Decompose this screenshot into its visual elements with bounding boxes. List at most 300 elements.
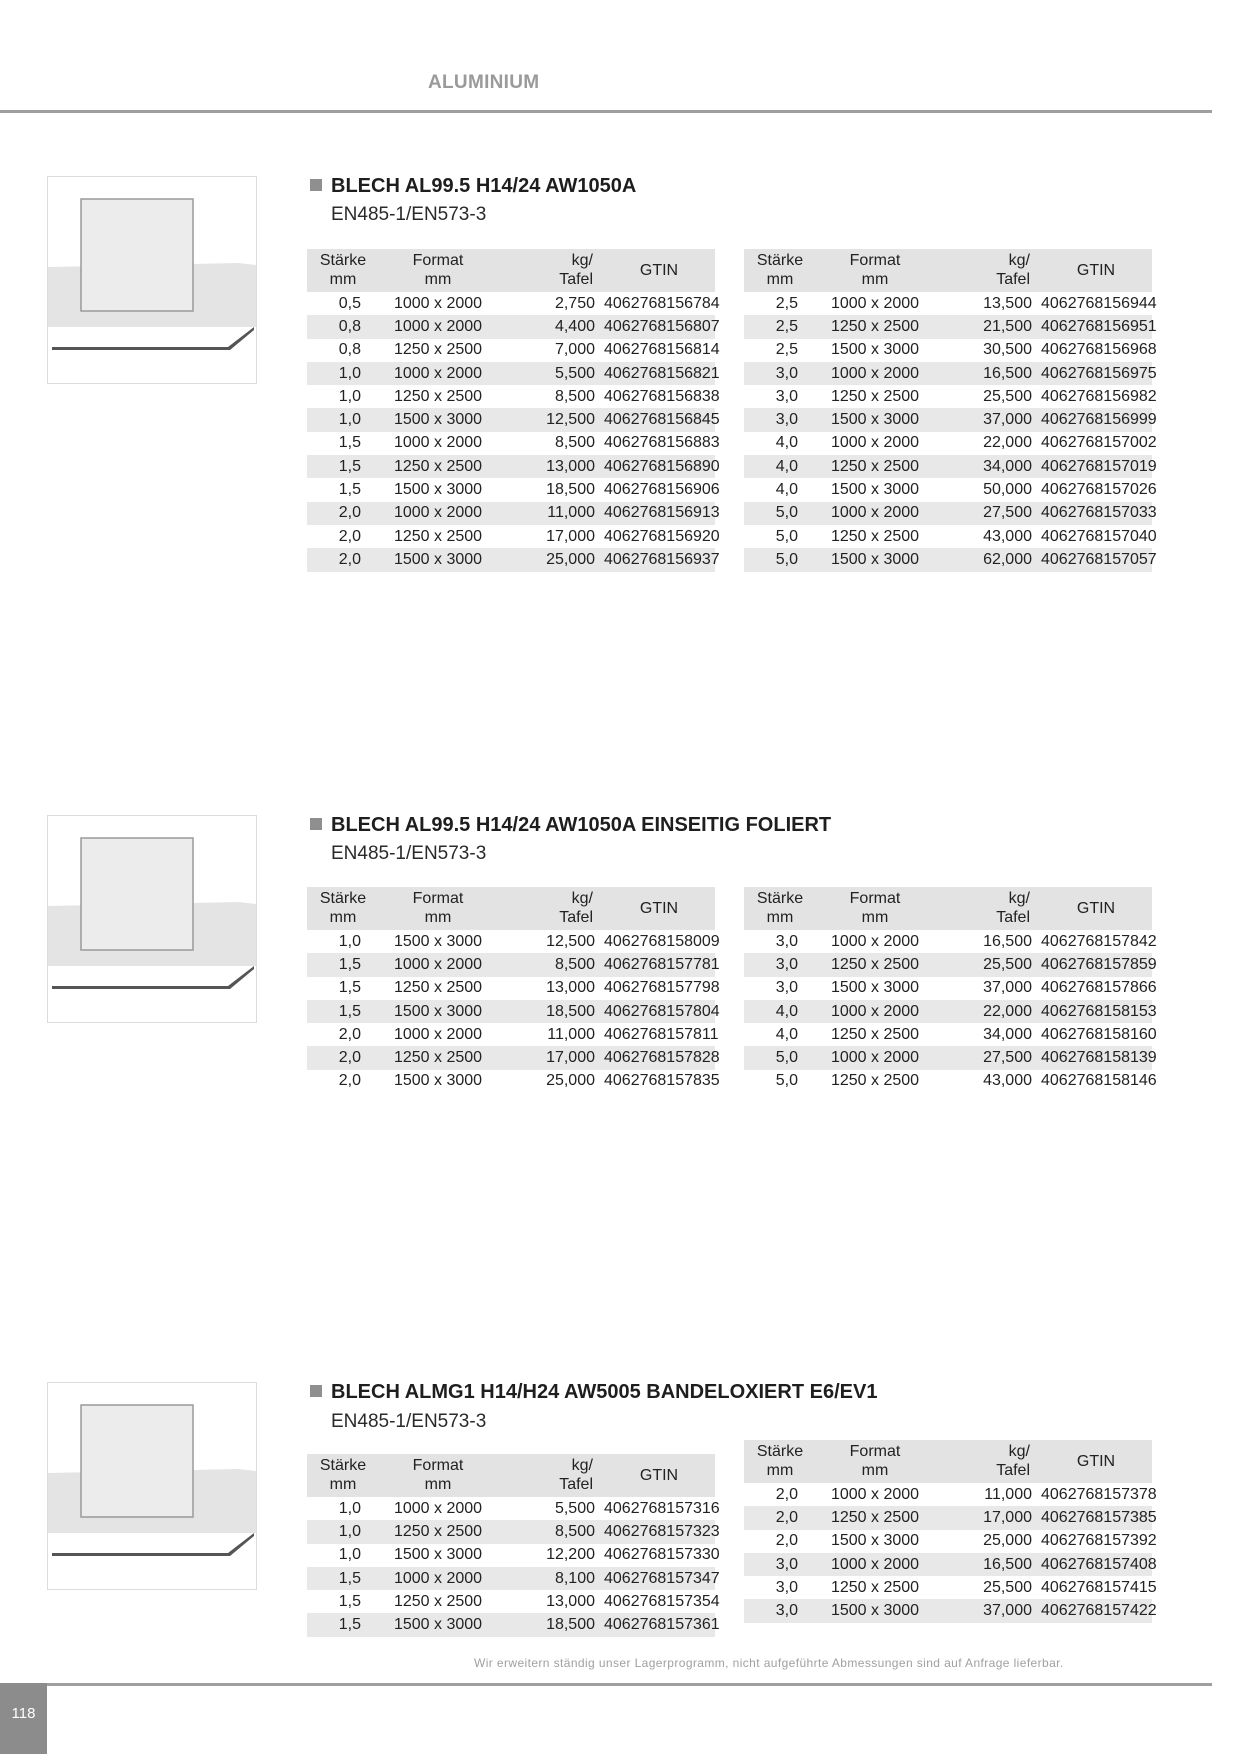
footer-divider (0, 1683, 1212, 1686)
cell-gtin: 4062768157019 (1040, 455, 1152, 478)
cell-format: 1500 x 3000 (830, 481, 920, 499)
cell-gtin: 4062768156968 (1041, 341, 1157, 359)
table-row (307, 930, 715, 953)
cell-format: 1250 x 2500 (393, 387, 483, 405)
cell-staerke: 2,0 (338, 1072, 361, 1090)
header-staerke-label: Stärke (319, 1457, 367, 1474)
cell-staerke: 2,0 (744, 1506, 812, 1529)
cell-gtin: 4062768157828 (603, 1046, 715, 1069)
header-format-unit: mm (861, 909, 889, 926)
cell-kg: 11,000 (501, 502, 603, 525)
cell-staerke: 0,5 (338, 294, 361, 312)
cell-gtin: 4062768156999 (1040, 408, 1152, 431)
table-row (307, 1567, 715, 1590)
header-format (812, 249, 938, 292)
cell-format: 1500 x 3000 (812, 548, 938, 571)
cell-format: 1500 x 3000 (375, 1613, 501, 1636)
header-staerke-label: Stärke (319, 890, 367, 907)
cell-kg: 11,000 (984, 1485, 1032, 1503)
table-row (307, 362, 715, 385)
cell-staerke: 1,0 (307, 1520, 375, 1543)
table-row (307, 432, 715, 455)
table-row (744, 1506, 1152, 1529)
header-format-unit: mm (424, 1476, 452, 1493)
table-row (307, 315, 715, 338)
cell-gtin: 4062768156784 (604, 294, 720, 312)
table-row (744, 1483, 1152, 1506)
cell-format: 1500 x 3000 (393, 481, 483, 499)
cell-gtin: 4062768156845 (603, 408, 715, 431)
cell-format: 1500 x 3000 (375, 408, 501, 431)
cell-format: 1250 x 2500 (830, 527, 920, 545)
header-staerke (744, 249, 812, 292)
cell-format: 1250 x 2500 (812, 953, 938, 976)
cell-gtin: 4062768157422 (1040, 1599, 1152, 1622)
cell-kg: 8,500 (554, 434, 595, 452)
cell-gtin: 4062768157385 (1040, 1506, 1152, 1529)
header-gtin-label: GTIN (1076, 899, 1116, 917)
table-row (307, 339, 715, 362)
cell-format: 1000 x 2000 (393, 434, 483, 452)
cell-kg: 34,000 (983, 1025, 1032, 1043)
table-row (307, 385, 715, 408)
table-row (307, 953, 715, 976)
header-kg-unit: Tafel (996, 909, 1030, 926)
table-row (744, 385, 1152, 408)
cell-format: 1000 x 2000 (393, 294, 483, 312)
cell-staerke: 2,0 (338, 527, 361, 545)
cell-staerke: 1,5 (338, 434, 361, 452)
cell-format: 1000 x 2000 (830, 294, 920, 312)
table-row (744, 1023, 1152, 1046)
cell-staerke: 3,0 (744, 362, 812, 385)
header-format (375, 887, 501, 930)
table-row (744, 953, 1152, 976)
square-bullet-icon (310, 179, 322, 191)
header-kg (501, 249, 603, 292)
cell-format: 1500 x 3000 (375, 1000, 501, 1023)
cell-gtin: 4062768158153 (1040, 1000, 1152, 1023)
cell-gtin: 4062768156982 (1041, 387, 1157, 405)
table-row (307, 1497, 715, 1520)
cell-kg: 16,500 (938, 1553, 1040, 1576)
table-row (307, 548, 715, 571)
cell-kg: 11,000 (547, 1025, 595, 1043)
cell-format: 1000 x 2000 (812, 1000, 938, 1023)
cell-staerke: 4,0 (744, 455, 812, 478)
cell-gtin: 4062768157057 (1040, 548, 1152, 571)
spec-table (307, 1454, 720, 1637)
header-kg (938, 887, 1040, 930)
header-kg-unit: Tafel (996, 271, 1030, 288)
cell-kg: 18,500 (501, 1000, 603, 1023)
section-title-text: BLECH AL99.5 H14/24 AW1050A (331, 175, 637, 197)
header-gtin-label: GTIN (639, 899, 679, 917)
cell-kg: 17,000 (546, 527, 595, 545)
cell-format: 1250 x 2500 (812, 315, 938, 338)
header-kg-unit: Tafel (559, 271, 593, 288)
cell-kg: 13,000 (501, 455, 603, 478)
table-row (744, 525, 1152, 548)
header-format-label: Format (412, 252, 464, 269)
header-kg (501, 887, 603, 930)
cell-format: 1000 x 2000 (812, 502, 938, 525)
cell-gtin: 4062768157811 (604, 1025, 719, 1043)
cell-staerke: 1,5 (307, 1000, 375, 1023)
cell-format: 1250 x 2500 (830, 1578, 920, 1596)
header-gtin (603, 887, 715, 930)
cell-format: 1000 x 2000 (375, 1567, 501, 1590)
header-gtin-label: GTIN (1076, 1452, 1116, 1470)
table-row (744, 1070, 1152, 1093)
cell-gtin: 4062768158009 (604, 932, 720, 950)
table-row (307, 1000, 715, 1023)
cell-kg: 16,500 (983, 932, 1032, 950)
cell-kg: 8,100 (501, 1567, 603, 1590)
table-row (307, 408, 715, 431)
header-format (812, 1440, 938, 1483)
cell-staerke: 2,5 (775, 341, 798, 359)
table-row (744, 548, 1152, 571)
header-gtin (1040, 1440, 1152, 1483)
spec-table (744, 887, 1157, 1093)
cell-staerke: 4,0 (775, 1025, 798, 1043)
table-header-row (744, 887, 1152, 930)
header-format-unit: mm (861, 271, 889, 288)
table-header-row (307, 1454, 715, 1497)
cell-staerke: 1,5 (338, 481, 361, 499)
cell-staerke: 1,5 (338, 979, 361, 997)
table-row (744, 408, 1152, 431)
header-staerke-unit: mm (329, 909, 357, 926)
table-row (744, 339, 1152, 362)
cell-format: 1250 x 2500 (375, 1046, 501, 1069)
cell-kg: 43,000 (983, 527, 1032, 545)
header-format-label: Format (849, 890, 901, 907)
cell-staerke: 3,0 (775, 932, 798, 950)
section-title-text: BLECH ALMG1 H14/H24 AW5005 BANDELOXIERT E6/EV1 (331, 1381, 878, 1403)
cell-staerke: 0,8 (338, 341, 361, 359)
cell-staerke: 1,0 (338, 932, 361, 950)
sheet-metal-icon (47, 1382, 257, 1590)
cell-gtin: 4062768158146 (1041, 1072, 1157, 1090)
cell-format: 1250 x 2500 (393, 979, 483, 997)
cell-format: 1000 x 2000 (375, 362, 501, 385)
cell-format: 1500 x 3000 (375, 548, 501, 571)
cell-staerke: 3,0 (744, 953, 812, 976)
table-row (307, 478, 715, 501)
cell-kg: 16,500 (938, 362, 1040, 385)
header-kg (938, 1440, 1040, 1483)
cell-kg: 18,500 (501, 1613, 603, 1636)
cell-format: 1500 x 3000 (393, 1072, 483, 1090)
cell-format: 1500 x 3000 (393, 1546, 483, 1564)
square-bullet-icon (310, 1385, 322, 1397)
cell-format: 1000 x 2000 (812, 1046, 938, 1069)
cell-gtin: 4062768157316 (604, 1499, 720, 1517)
cell-gtin: 4062768157798 (604, 979, 720, 997)
table-row (307, 1070, 715, 1093)
cell-format: 1250 x 2500 (830, 1025, 920, 1043)
table-row (744, 1530, 1152, 1553)
header-gtin (603, 1454, 715, 1497)
cell-kg: 25,500 (938, 953, 1040, 976)
cell-staerke: 3,0 (744, 408, 812, 431)
sheet-metal-icon (47, 815, 257, 1023)
cell-staerke: 2,0 (307, 1046, 375, 1069)
cell-gtin: 4062768157354 (604, 1592, 720, 1610)
cell-kg: 62,000 (938, 548, 1040, 571)
cell-staerke: 1,5 (307, 1613, 375, 1636)
header-staerke-label: Stärke (756, 252, 804, 269)
cell-kg: 25,000 (501, 548, 603, 571)
cell-staerke: 5,0 (775, 1072, 798, 1090)
cell-kg: 34,000 (938, 455, 1040, 478)
cell-staerke: 2,5 (744, 315, 812, 338)
cell-gtin: 4062768156883 (604, 434, 720, 452)
header-staerke-label: Stärke (756, 890, 804, 907)
header-divider (0, 110, 1212, 113)
section-subtitle: EN485-1/EN573-3 (331, 1411, 487, 1432)
cell-kg: 13,000 (546, 979, 595, 997)
header-gtin-label: GTIN (1076, 261, 1116, 279)
cell-gtin: 4062768157330 (604, 1546, 720, 1564)
cell-staerke: 1,5 (307, 953, 375, 976)
table-row (307, 502, 715, 525)
cell-staerke: 5,0 (744, 548, 812, 571)
table-row (307, 1046, 715, 1069)
cell-format: 1250 x 2500 (812, 1506, 938, 1529)
cell-gtin: 4062768157392 (1041, 1532, 1157, 1550)
cell-staerke: 2,5 (775, 294, 798, 312)
table-row (744, 977, 1152, 1000)
table-row (744, 1599, 1152, 1622)
header-staerke (307, 249, 375, 292)
spec-table (307, 887, 720, 1093)
header-format-unit: mm (861, 1462, 889, 1479)
cell-format: 1250 x 2500 (830, 387, 920, 405)
cell-gtin: 4062768157866 (1041, 979, 1157, 997)
cell-gtin: 4062768156821 (603, 362, 715, 385)
cell-format: 1250 x 2500 (812, 455, 938, 478)
cell-format: 1500 x 3000 (830, 979, 920, 997)
cell-staerke: 4,0 (744, 1000, 812, 1023)
cell-gtin: 4062768156944 (1041, 294, 1157, 312)
table-row (307, 1590, 715, 1613)
cell-kg: 27,500 (938, 502, 1040, 525)
table-row (307, 977, 715, 1000)
cell-staerke: 2,0 (775, 1485, 798, 1503)
cell-gtin: 4062768157026 (1041, 481, 1157, 499)
cell-gtin: 4062768156951 (1040, 315, 1152, 338)
spec-table (744, 1440, 1157, 1623)
table-row (744, 478, 1152, 501)
header-format (375, 1454, 501, 1497)
table-row (744, 292, 1152, 315)
header-staerke (307, 887, 375, 930)
header-format-label: Format (849, 252, 901, 269)
cell-format: 1500 x 3000 (812, 408, 938, 431)
header-gtin (1040, 249, 1152, 292)
cell-staerke: 1,0 (338, 1499, 361, 1517)
cell-kg: 25,000 (546, 1072, 595, 1090)
header-staerke (307, 1454, 375, 1497)
header-gtin-label: GTIN (639, 1466, 679, 1484)
header-format-unit: mm (424, 271, 452, 288)
table-row (744, 930, 1152, 953)
header-kg-unit: Tafel (996, 1462, 1030, 1479)
table-row (744, 1576, 1152, 1599)
header-kg-label: kg/ (571, 890, 593, 907)
cell-staerke: 1,5 (307, 1567, 375, 1590)
header-staerke-unit: mm (329, 271, 357, 288)
table-row (744, 1553, 1152, 1576)
cell-staerke: 1,5 (338, 1592, 361, 1610)
footnote: Wir erweitern ständig unser Lagerprogramm, nicht aufgeführte Abmessungen sind auf Anfrage lieferbar. (474, 1656, 1064, 1670)
table-row (307, 292, 715, 315)
cell-kg: 2,750 (554, 294, 595, 312)
cell-kg: 8,500 (501, 953, 603, 976)
cell-gtin: 4062768156920 (604, 527, 720, 545)
table-row (744, 455, 1152, 478)
cell-gtin: 4062768156906 (604, 481, 720, 499)
table-row (307, 525, 715, 548)
header-staerke-unit: mm (766, 271, 794, 288)
header-format (375, 249, 501, 292)
cell-gtin: 4062768157415 (1041, 1578, 1157, 1596)
table-header-row (744, 249, 1152, 292)
cell-format: 1000 x 2000 (830, 932, 920, 950)
section-title-text: BLECH AL99.5 H14/24 AW1050A EINSEITIG FOLIERT (331, 814, 832, 836)
cell-staerke: 5,0 (744, 1046, 812, 1069)
cell-staerke: 1,0 (338, 1546, 361, 1564)
cell-kg: 8,500 (501, 1520, 603, 1543)
header-gtin (603, 249, 715, 292)
cell-staerke: 3,0 (775, 387, 798, 405)
header-kg-unit: Tafel (559, 909, 593, 926)
header-staerke (744, 887, 812, 930)
cell-staerke: 2,0 (338, 1025, 361, 1043)
section-subtitle: EN485-1/EN573-3 (331, 843, 487, 864)
header-format-label: Format (412, 1457, 464, 1474)
cell-gtin: 4062768157408 (1040, 1553, 1152, 1576)
header-format-label: Format (412, 890, 464, 907)
table-row (307, 1520, 715, 1543)
page-number: 118 (11, 1705, 36, 1722)
cell-staerke: 1,0 (338, 387, 361, 405)
cell-kg: 17,000 (938, 1506, 1040, 1529)
cell-staerke: 3,0 (744, 1553, 812, 1576)
section-title (310, 814, 831, 837)
cell-format: 1000 x 2000 (393, 1025, 483, 1043)
cell-format: 1000 x 2000 (375, 953, 501, 976)
cell-gtin: 4062768157859 (1040, 953, 1152, 976)
cell-staerke: 5,0 (775, 527, 798, 545)
header-staerke (744, 1440, 812, 1483)
cell-staerke: 5,0 (744, 502, 812, 525)
table-row (744, 1046, 1152, 1069)
cell-format: 1250 x 2500 (393, 527, 483, 545)
header-staerke-label: Stärke (319, 252, 367, 269)
cell-gtin: 4062768157835 (604, 1072, 720, 1090)
cell-gtin: 4062768156890 (603, 455, 715, 478)
spec-table (744, 249, 1157, 572)
cell-kg: 37,000 (938, 1599, 1040, 1622)
header-format-label: Format (849, 1443, 901, 1460)
cell-staerke: 0,8 (307, 315, 375, 338)
header-kg-label: kg/ (571, 1457, 593, 1474)
header-format (812, 887, 938, 930)
cell-format: 1500 x 3000 (830, 341, 920, 359)
table-row (744, 502, 1152, 525)
cell-gtin: 4062768156807 (603, 315, 715, 338)
cell-kg: 22,000 (983, 434, 1032, 452)
cell-kg: 25,000 (983, 1532, 1032, 1550)
section-title (310, 1381, 877, 1404)
cell-gtin: 4062768157378 (1041, 1485, 1157, 1503)
cell-gtin: 4062768157804 (603, 1000, 715, 1023)
cell-gtin: 4062768158160 (1041, 1025, 1157, 1043)
cell-format: 1250 x 2500 (393, 1592, 483, 1610)
cell-format: 1000 x 2000 (812, 362, 938, 385)
cell-kg: 37,000 (983, 979, 1032, 997)
cell-format: 1250 x 2500 (830, 1072, 920, 1090)
header-staerke-unit: mm (329, 1476, 357, 1493)
cell-staerke: 3,0 (775, 1578, 798, 1596)
cell-format: 1250 x 2500 (375, 455, 501, 478)
header-staerke-unit: mm (766, 1462, 794, 1479)
cell-gtin: 4062768157781 (603, 953, 715, 976)
header-gtin (1040, 887, 1152, 930)
cell-kg: 5,500 (501, 362, 603, 385)
header-kg (501, 1454, 603, 1497)
cell-gtin: 4062768157842 (1041, 932, 1157, 950)
header-gtin-label: GTIN (639, 261, 679, 279)
cell-kg: 8,500 (554, 387, 595, 405)
cell-kg: 13,500 (983, 294, 1032, 312)
table-row (307, 1613, 715, 1636)
square-bullet-icon (310, 818, 322, 830)
cell-staerke: 4,0 (775, 481, 798, 499)
cell-format: 1500 x 3000 (812, 1599, 938, 1622)
sheet-metal-icon (47, 176, 257, 384)
table-row (744, 362, 1152, 385)
cell-kg: 17,000 (501, 1046, 603, 1069)
header-kg-label: kg/ (1008, 890, 1030, 907)
cell-staerke: 2,0 (775, 1532, 798, 1550)
header-kg-unit: Tafel (559, 1476, 593, 1493)
cell-kg: 43,000 (983, 1072, 1032, 1090)
cell-format: 1000 x 2000 (830, 434, 920, 452)
cell-gtin: 4062768157323 (603, 1520, 715, 1543)
cell-kg: 50,000 (983, 481, 1032, 499)
section-title (310, 175, 636, 198)
cell-kg: 12,500 (501, 408, 603, 431)
cell-kg: 21,500 (938, 315, 1040, 338)
cell-kg: 27,500 (938, 1046, 1040, 1069)
cell-gtin: 4062768156814 (604, 341, 720, 359)
table-header-row (307, 249, 715, 292)
table-row (744, 432, 1152, 455)
cell-kg: 5,500 (554, 1499, 595, 1517)
cell-gtin: 4062768158139 (1040, 1046, 1152, 1069)
table-row (307, 455, 715, 478)
cell-format: 1000 x 2000 (393, 1499, 483, 1517)
cell-kg: 22,000 (938, 1000, 1040, 1023)
cell-format: 1000 x 2000 (375, 315, 501, 338)
header-staerke-label: Stärke (756, 1443, 804, 1460)
table-row (744, 1000, 1152, 1023)
